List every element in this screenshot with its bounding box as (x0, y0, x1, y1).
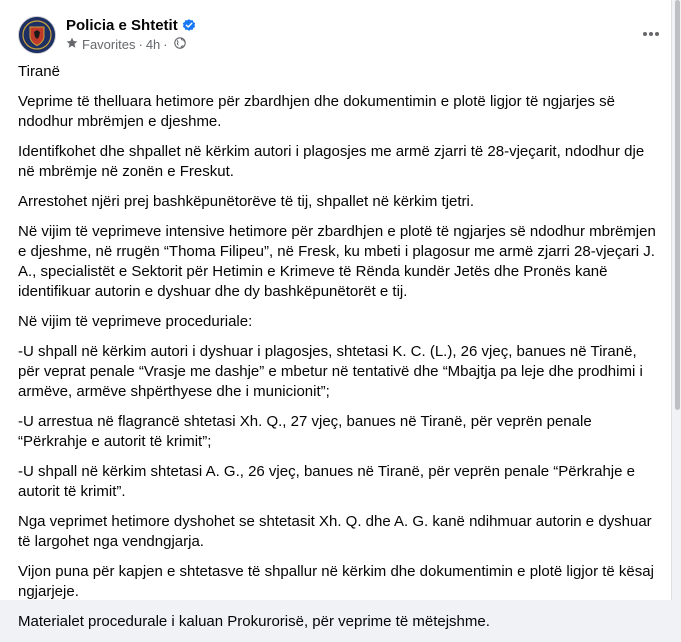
post-header (18, 14, 671, 58)
globe-icon[interactable] (174, 37, 186, 53)
page-avatar[interactable] (18, 16, 56, 54)
post-meta (66, 37, 186, 53)
post-paragraph: -U shpall në kërkim shtetasi A. G., 26 vjeç, banues në Tiranë, për veprën penale “Përkrahje e autorit të krimit”. (18, 463, 635, 500)
post-paragraph: Nga veprimet hetimore dyshohet se shtetasit Xh. Q. dhe A. G. kanë ndihmuar autorin e dyshuar të largohet nga vendngjarja. (18, 513, 652, 550)
meta-separator: · (138, 37, 143, 52)
page-name-line (66, 17, 196, 37)
post-paragraph: Materialet procedurale i kaluan Prokurorisë, për veprime të mëtejshme. (18, 613, 490, 630)
post-paragraph: -U arrestua në flagrancë shtetasi Xh. Q., 27 vjeç, banues në Tiranë, për veprën penale “Përkrahje e autorit të krimit”; (18, 413, 592, 450)
post-paragraph: Veprime të thelluara hetimore për zbardhjen dhe dokumentimin e plotë ligjor të ngjarjes së ndodhur mbrëmjen e djeshme. (18, 93, 616, 130)
post-paragraph: Vijon puna për kapjen e shtetasve të shpallur në kërkim dhe dokumentimin e plotë ligjor të kësaj ngjarjeje. (18, 563, 654, 600)
meta-separator-2: · (163, 37, 168, 52)
verified-badge-icon (182, 18, 196, 37)
scrollbar-thumb[interactable] (675, 0, 680, 410)
post-paragraph: Në vijim të veprimeve intensive hetimore për zbardhjen e plotë të ngjarjes së ndodhur mbrëmjen e djeshme, në rrugën “Thoma Filipeu”, në Fresk, ku mbeti i plagosur me armë zjarri 28-vjeçari J. A., specialistët e Sektorit për Hetimin e Krimeve të Rënda kundër Jetës dhe Pronës kanë identifikuar autorin e dyshuar dhe dy bashkëpunëtorët e tij. (18, 223, 656, 300)
post-paragraph: -U shpall në kërkim autori i dyshuar i plagosjes, shtetasi K. C. (L.), 26 vjeç, banues në Tiranë, për veprat penale “Vrasje me dashje” e mbetur në tentativë dhe “Mbajtja pa leje dhe prodhimi i armëve, armëve shpërthyese dhe i municionit”; (18, 343, 643, 400)
post-body (18, 62, 658, 642)
post-timestamp[interactable]: 4h (145, 37, 161, 52)
post-paragraph: Identifkohet dhe shpallet në kërkim autori i plagosjes me armë zjarri të 28-vjeçarit, ndodhur dje në mbrëmje në zonën e Freskut. (18, 143, 645, 180)
audience-label[interactable]: Favorites (82, 37, 136, 52)
star-icon (66, 37, 78, 53)
post-location: Tiranë (18, 63, 60, 80)
post-paragraph: Në vijim të veprimeve proceduriale: (18, 313, 253, 330)
more-options-icon[interactable] (637, 20, 665, 48)
post-paragraph: Arrestohet njëri prej bashkëpunëtorëve të tij, shpallet në kërkim tjetri. (18, 193, 475, 210)
page-name-link[interactable]: Policia e Shtetit (66, 17, 178, 34)
police-emblem-icon (19, 17, 55, 53)
